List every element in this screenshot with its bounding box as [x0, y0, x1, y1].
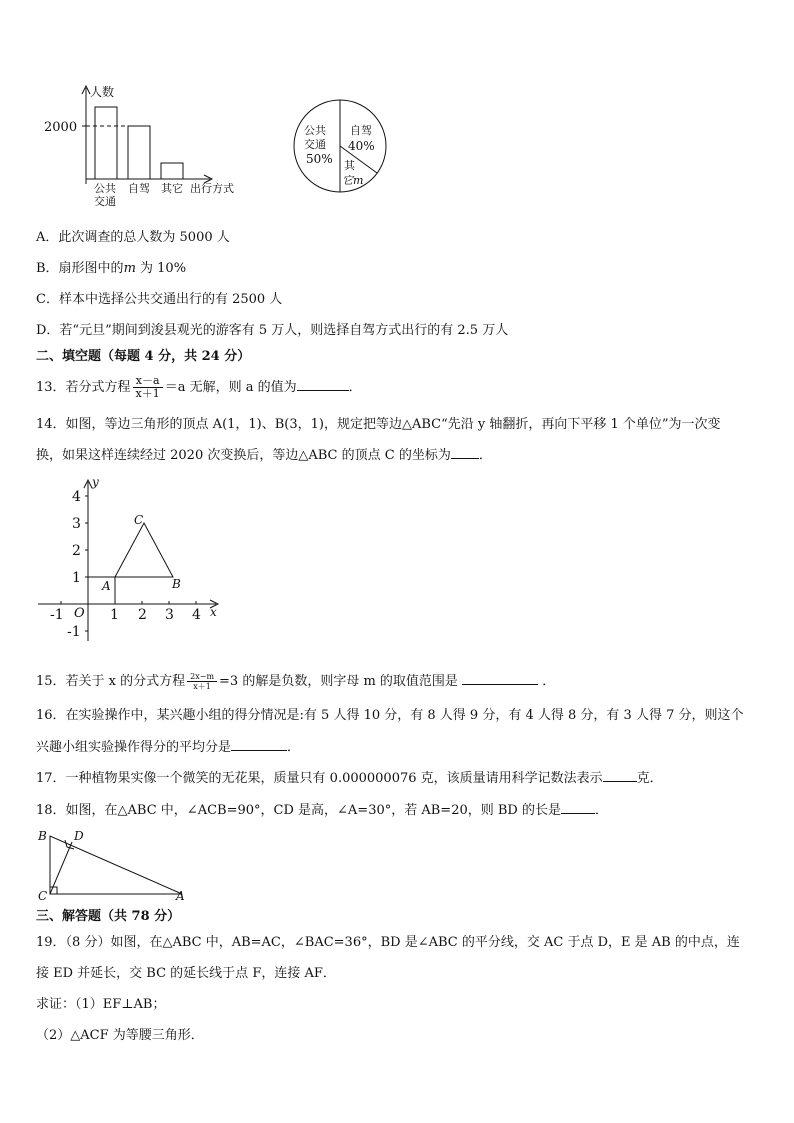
q18-answer-blank: [561, 801, 595, 814]
q13-answer-blank: [297, 378, 349, 391]
equilateral-triangle-abc: [115, 523, 173, 577]
coord-label-x: x: [210, 605, 217, 619]
pie-label-self-1: 自驾: [350, 124, 372, 137]
pie-label-self-pct: 40%: [348, 139, 375, 153]
coord-tick-y1: 1: [72, 570, 81, 586]
coord-tick-y3: 3: [72, 516, 81, 532]
pie-chart: [290, 96, 390, 196]
q13-denominator: x＋1: [135, 387, 160, 400]
q15-end: ．: [542, 674, 556, 689]
triangle-vertex-b: B: [172, 577, 181, 591]
q13-post: 无解，则 a 的值为: [185, 380, 297, 395]
bar-public-transport: [95, 107, 117, 179]
coordinate-diagram: [30, 476, 230, 646]
pie-label-other-2: 它m: [342, 174, 364, 187]
q17-text: 17．一种植物果实像一个微笑的无花果，质量只有 0.000000076 克，该质量请用科学记数法表示: [36, 771, 603, 786]
coord-tick-x4: 4: [192, 607, 201, 623]
q19-line-3: 求证：（1）EF⊥AB；: [36, 997, 166, 1012]
q16-end: ．: [287, 740, 301, 755]
coord-tick-ym1: -1: [67, 624, 81, 640]
coord-label-origin: O: [74, 606, 85, 621]
q13-eq: ＝a: [164, 380, 186, 395]
q13-fraction: [133, 375, 163, 400]
q12-option-b: [36, 260, 186, 278]
tri-label-a: A: [176, 889, 185, 903]
bar-chart-cat-public-1: 公共: [94, 182, 116, 195]
triangle-vertex-a: A: [102, 579, 111, 593]
q13: [36, 374, 362, 402]
pie-label-public-pct: 50%: [306, 152, 333, 166]
q17-end: 克．: [636, 771, 663, 786]
q12-option-c: C．样本中选择公共交通出行的有 2500 人: [36, 292, 283, 307]
q15-answer-blank: [462, 672, 538, 685]
q19-line-1: 19．（8 分）如图，在△ABC 中，AB=AC，∠BAC=36°，BD 是∠ABC 的平分线，交 AC 于点 D，E 是 AB 的中点，连: [36, 935, 740, 950]
q15-numerator: 2x−m: [187, 672, 217, 682]
coord-label-y: y: [92, 476, 99, 489]
section-3-heading: 三、解答题（共 78 分）: [36, 909, 181, 924]
q12-option-b-pre: B．扇形图中的: [36, 261, 124, 276]
bar-chart-cat-public-2: 交通: [94, 195, 116, 208]
q16-line-2-text: 兴趣小组实验操作得分的平均分是: [36, 740, 232, 755]
bar-chart-cat-other: 其它: [161, 182, 183, 195]
coord-tick-y4: 4: [72, 489, 81, 505]
q19-line-4: （2）△ACF 为等腰三角形．: [36, 1028, 204, 1043]
q15-denominator: x＋1: [193, 682, 211, 691]
bar-chart: [40, 80, 260, 215]
q18: [36, 801, 608, 820]
bar-chart-xlabel: 出行方式: [190, 182, 234, 195]
q14-line-2: [36, 446, 492, 465]
q15-fraction: [187, 672, 217, 691]
q12-option-b-var: m: [123, 261, 136, 276]
coord-tick-y2: 2: [72, 543, 81, 559]
q14-line-2-text: 换，如果这样连续经过 2020 次变换后，等边△ABC 的顶点 C 的坐标为: [36, 448, 451, 463]
coord-tick-x2: 2: [138, 607, 147, 623]
right-triangle-diagram: [34, 826, 194, 904]
tri-label-d: D: [74, 829, 84, 843]
q12-option-a: A．此次调查的总人数为 5000 人: [36, 230, 230, 245]
q14-end: ．: [478, 448, 492, 463]
altitude-cd: [50, 842, 72, 894]
q13-end: ．: [348, 380, 362, 395]
coord-tick-x3: 3: [165, 607, 174, 623]
q13-pre: 13．若分式方程: [36, 380, 131, 395]
q17: [36, 769, 663, 788]
bar-chart-ylabel: 人数: [90, 85, 115, 99]
tri-label-c: C: [38, 889, 48, 903]
q16-line-1: 16．在实验操作中，某兴趣小组的得分情况是:有 5 人得 10 分，有 8 人得 9 分，有 4 人得 8 分，有 3 人得 7 分，则这个: [36, 708, 744, 723]
q18-text: 18．如图，在△ABC 中，∠ACB=90°，CD 是高，∠A=30°，若 AB=20，则 BD 的长是: [36, 803, 561, 818]
bar-chart-tick-2000: 2000: [44, 120, 78, 135]
q19-line-2: 接 ED 并延长，交 BC 的延长线于点 F，连接 AF．: [36, 966, 336, 981]
triangle-abc: [50, 836, 182, 894]
coord-tick-x1: 1: [110, 607, 119, 623]
q16-line-2: [36, 738, 300, 757]
q15-pre: 15．若关于 x 的分式方程: [36, 674, 186, 689]
tri-label-b: B: [38, 829, 47, 843]
q14-answer-blank: [451, 446, 479, 459]
q12-option-b-post: 为 10%: [135, 261, 187, 276]
q15: [36, 668, 555, 696]
pie-label-public-1: 公共: [304, 124, 326, 137]
q14-line-1: 14．如图，等边三角形的顶点 A(1，1)、B(3，1)，规定把等边△ABC“先沿 y 轴翻折，再向下平移 1 个单位”为一次变: [36, 417, 721, 432]
pie-label-other-1: 其: [344, 159, 355, 172]
triangle-vertex-c: C: [134, 513, 144, 527]
pie-label-public-2: 交通: [304, 138, 326, 151]
bar-self-drive: [128, 126, 150, 179]
q15-eq: =3 的解是负数，则字母 m 的取值范围是: [219, 674, 458, 689]
bar-chart-cat-self: 自驾: [128, 182, 150, 195]
section-2-heading: 二、填空题（每题 4 分，共 24 分）: [36, 349, 251, 364]
q17-answer-blank: [603, 769, 637, 782]
q12-option-d: D．若“元旦”期间到浚县观光的游客有 5 万人，则选择自驾方式出行的有 2.5 万人: [36, 323, 509, 338]
q16-answer-blank: [231, 738, 287, 751]
q13-numerator: x－a: [133, 375, 163, 388]
coord-tick-xm1: -1: [50, 607, 64, 623]
q18-end: ．: [594, 803, 608, 818]
bar-other: [161, 163, 183, 179]
